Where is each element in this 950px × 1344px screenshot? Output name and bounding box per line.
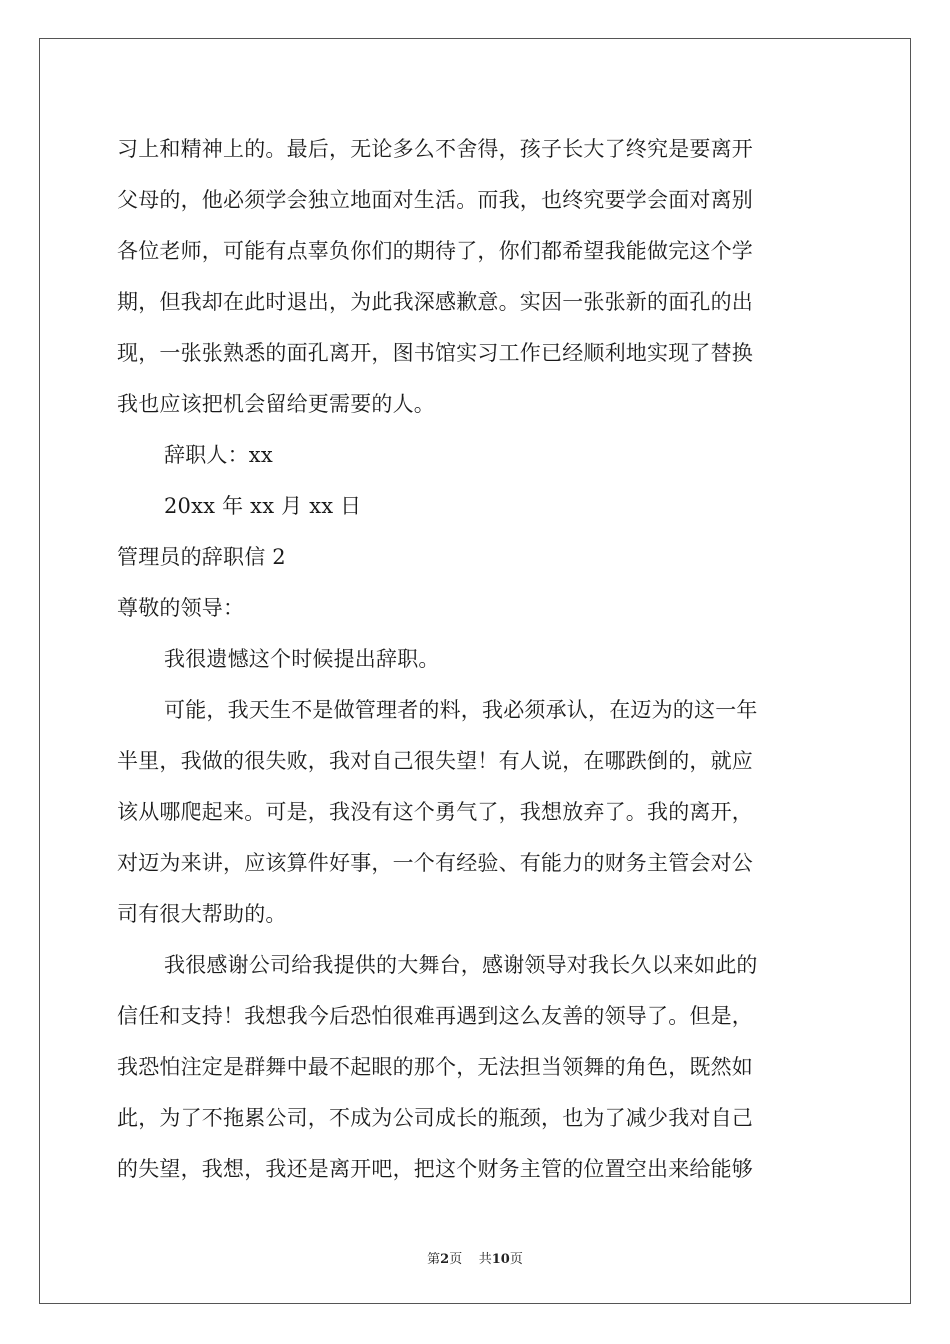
text-line: 我很感谢公司给我提供的大舞台，感谢领导对我长久以来如此的 xyxy=(164,953,758,977)
text-line: 该从哪爬起来。可是，我没有这个勇气了，我想放弃了。我的离开， xyxy=(117,800,753,824)
text-line: 对迈为来讲，应该算件好事，一个有经验、有能力的财务主管会对公 xyxy=(117,851,753,875)
text-line: 各位老师，可能有点辜负你们的期待了，你们都希望我能做完这个学 xyxy=(117,239,753,263)
page-footer xyxy=(0,1248,950,1267)
text-line: 管理员的辞职信 2 xyxy=(117,545,286,569)
text-line: 可能，我天生不是做管理者的料，我必须承认，在迈为的这一年 xyxy=(164,698,758,722)
text-line: 辞职人：xx xyxy=(164,443,273,467)
text-line: 期，但我却在此时退出，为此我深感歉意。实因一张张新的面孔的出 xyxy=(117,290,753,314)
footer-total-prefix: 共 xyxy=(478,1252,492,1267)
text-line: 现，一张张熟悉的面孔离开，图书馆实习工作已经顺利地实现了替换 xyxy=(117,341,753,365)
footer-page-current: 2 xyxy=(440,1252,450,1267)
text-line: 20xx 年 xx 月 xx 日 xyxy=(164,494,362,518)
text-line: 信任和支持！我想我今后恐怕很难再遇到这么友善的领导了。但是， xyxy=(117,1004,753,1028)
text-line: 尊敬的领导： xyxy=(117,596,245,620)
footer-page-total: 10 xyxy=(491,1252,510,1267)
text-line: 半里，我做的很失败，我对自己很失望！有人说，在哪跌倒的，就应 xyxy=(117,749,753,773)
document-body xyxy=(117,124,837,1195)
text-line: 司有很大帮助的。 xyxy=(117,902,287,926)
text-line: 我很遗憾这个时候提出辞职。 xyxy=(164,647,440,671)
text-line: 父母的，他必须学会独立地面对生活。而我，也终究要学会面对离别 xyxy=(117,188,753,212)
footer-page-prefix: 第 xyxy=(427,1252,441,1267)
footer-total-suffix: 页 xyxy=(509,1252,523,1267)
text-line: 我也应该把机会留给更需要的人。 xyxy=(117,392,435,416)
text-line: 我恐怕注定是群舞中最不起眼的那个，无法担当领舞的角色，既然如 xyxy=(117,1055,753,1079)
text-line: 此，为了不拖累公司，不成为公司成长的瓶颈，也为了减少我对自己 xyxy=(117,1106,753,1130)
text-line: 的失望，我想，我还是离开吧，把这个财务主管的位置空出来给能够 xyxy=(117,1157,753,1181)
text-line: 习上和精神上的。最后，无论多么不舍得，孩子长大了终究是要离开 xyxy=(117,137,753,161)
footer-page-suffix: 页 xyxy=(449,1252,463,1267)
